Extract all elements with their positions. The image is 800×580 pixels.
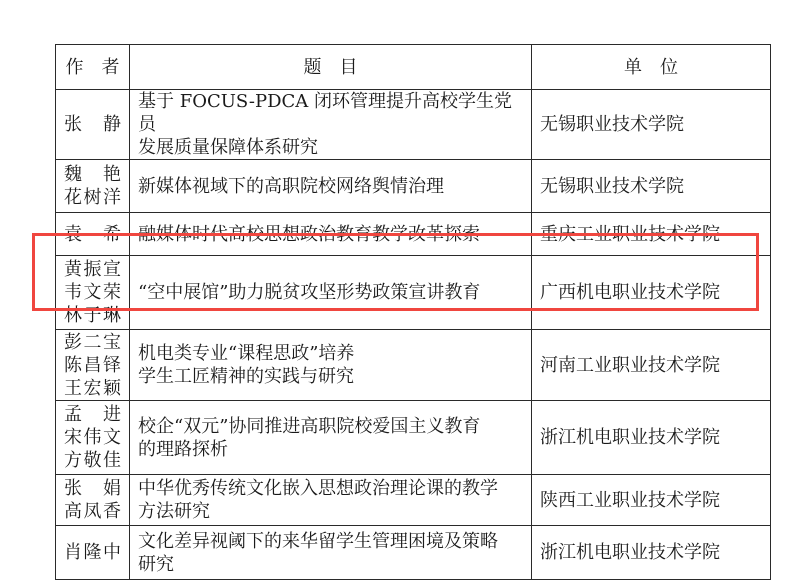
- title-line: 的理路探析: [138, 438, 228, 460]
- author-name: 宋伟文: [64, 427, 121, 448]
- author-cell: [56, 401, 130, 475]
- org-cell: 广西机电职业技术学院: [532, 256, 771, 330]
- title-cell: [130, 401, 532, 475]
- author-name: 韦文荣: [64, 282, 121, 303]
- author-name: 肖隆中: [64, 542, 121, 563]
- org-cell: 陕西工业职业技术学院: [532, 475, 771, 526]
- author-name: 袁 希: [64, 223, 121, 245]
- author-name: 黄振宣: [64, 259, 121, 280]
- title-line: 机电类专业“课程思政”培养: [138, 343, 355, 364]
- table-row: [56, 160, 771, 213]
- author-cell: [56, 475, 130, 526]
- author-name: 王宏颖: [64, 377, 121, 399]
- table-row: [56, 526, 771, 580]
- title-cell: [130, 256, 532, 330]
- title-line: 融媒体时代高校思想政治教育教学改革探索: [138, 223, 480, 245]
- table-row-highlighted: [56, 256, 771, 330]
- title-line: 方法研究: [138, 501, 210, 522]
- author-cell: [56, 213, 130, 256]
- title-cell: [130, 330, 532, 401]
- author-name: 张 娟: [64, 478, 121, 499]
- title-line: “空中展馆”助力脱贫攻坚形势政策宣讲教育: [138, 282, 481, 303]
- title-line: 校企“双元”协同推进高职院校爱国主义教育: [138, 415, 481, 437]
- title-cell: [130, 90, 532, 160]
- author-cell: [56, 90, 130, 160]
- org-cell: 重庆工业职业技术学院: [532, 213, 771, 256]
- title-line: 研究: [138, 553, 174, 575]
- title-line: 中华优秀传统文化嵌入思想政治理论课的教学: [138, 478, 498, 499]
- org-cell: 浙江机电职业技术学院: [532, 401, 771, 475]
- author-name: 魏 艳: [64, 164, 121, 185]
- title-line: 基于 FOCUS-PDCA 闭环管理提升高校学生党员: [138, 91, 513, 135]
- title-line: 新媒体视域下的高职院校网络舆情治理: [138, 175, 444, 197]
- author-name: 花树洋: [64, 187, 121, 208]
- header-author: 作 者: [56, 45, 130, 90]
- org-cell: 无锡职业技术学院: [532, 90, 771, 160]
- header-org: 单 位: [532, 45, 771, 90]
- org-cell: 浙江机电职业技术学院: [532, 526, 771, 580]
- org-cell: 河南工业职业技术学院: [532, 330, 771, 401]
- author-name: 方敬佳: [64, 450, 121, 471]
- author-cell: [56, 330, 130, 401]
- author-name: 孟 进: [64, 404, 121, 425]
- table-row: [56, 475, 771, 526]
- title-line: 文化差异视阈下的来华留学生管理困境及策略: [138, 530, 498, 552]
- author-name: 林子琳: [64, 305, 121, 326]
- author-name: 高凤香: [64, 501, 121, 522]
- table-header-row: [56, 45, 771, 90]
- table-row: [56, 401, 771, 475]
- title-line: 发展质量保障体系研究: [138, 137, 318, 158]
- title-cell: [130, 475, 532, 526]
- author-name: 彭二宝: [64, 331, 121, 353]
- table-row: [56, 213, 771, 256]
- title-line: 学生工匠精神的实践与研究: [138, 366, 354, 387]
- org-cell: 无锡职业技术学院: [532, 160, 771, 213]
- author-cell: [56, 256, 130, 330]
- author-cell: [56, 526, 130, 580]
- title-cell: [130, 160, 532, 213]
- award-table: [55, 44, 771, 580]
- title-cell: [130, 526, 532, 580]
- author-cell: [56, 160, 130, 213]
- title-cell: [130, 213, 532, 256]
- author-name: 张 静: [64, 114, 121, 135]
- table-row: [56, 90, 771, 160]
- header-title: 题 目: [130, 45, 532, 90]
- author-name: 陈昌铎: [64, 354, 121, 376]
- table-row: [56, 330, 771, 401]
